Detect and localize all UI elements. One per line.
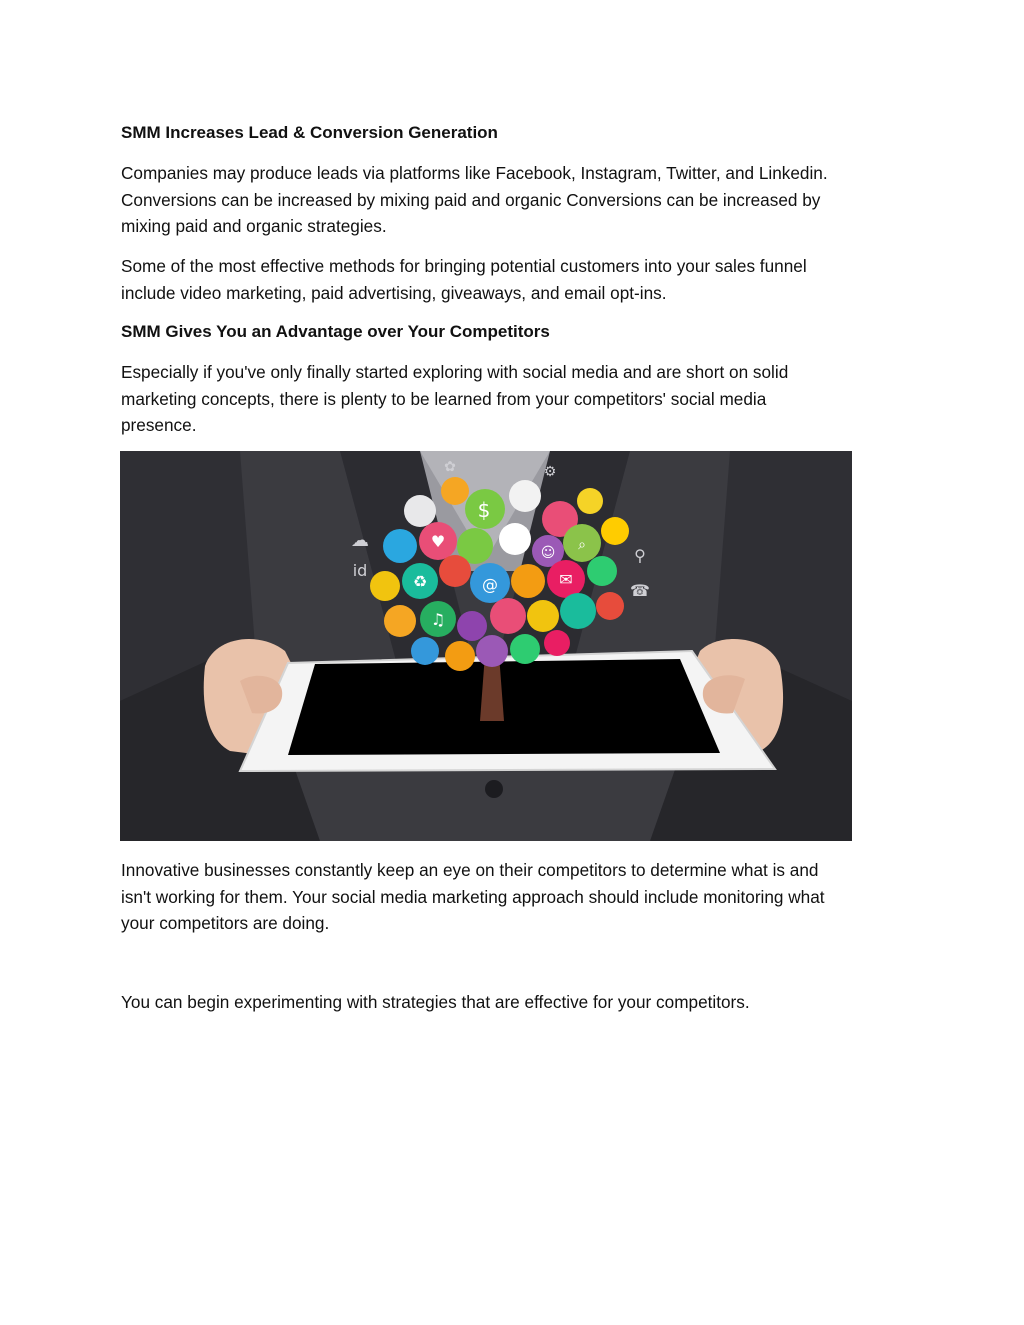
- svg-text:$: $: [477, 498, 491, 522]
- svg-text:⚙: ⚙: [543, 464, 557, 480]
- svg-text:✉: ✉: [559, 570, 573, 589]
- text-line: include video marketing, paid advertising, giveaways, and email opt-ins.: [121, 282, 667, 303]
- text-line: mixing paid and organic strategies.: [121, 216, 387, 236]
- paragraph-leads-platforms: [121, 160, 901, 240]
- text-line: presence.: [121, 415, 197, 435]
- text-line: Especially if you've only finally started exploring with social media and are short on solid: [121, 362, 789, 382]
- text-line: Innovative businesses constantly keep an eye on their competitors to determine what is and: [121, 860, 819, 880]
- text-line: marketing concepts, there is plenty to be learned from your competitors' social media: [121, 388, 767, 409]
- section-heading-lead-conversion: SMM Increases Lead & Conversion Generation: [121, 123, 498, 142]
- svg-text:☎: ☎: [630, 581, 650, 600]
- paragraph-monitor-competitors: [121, 857, 901, 937]
- svg-text:♫: ♫: [430, 610, 446, 629]
- text-line: your competitors are doing.: [121, 913, 330, 933]
- paragraph-begin-experimenting: [121, 989, 901, 1016]
- text-line: Conversions can be increased by mixing paid and organic Conversions can be increased by: [121, 189, 821, 210]
- svg-text:@: @: [482, 575, 498, 594]
- svg-text:⌕: ⌕: [578, 537, 586, 553]
- text-line: Some of the most effective methods for bringing potential customers into your sales funnel: [121, 256, 807, 276]
- text-line: You can begin experimenting with strategies that are effective for your competitors.: [121, 992, 750, 1012]
- svg-text:☺: ☺: [540, 545, 556, 561]
- svg-text:⚲: ⚲: [634, 546, 646, 565]
- paragraph-effective-methods: [121, 253, 901, 306]
- text-line: Companies may produce leads via platforms like Facebook, Instagram, Twitter, and Linkedin.: [121, 163, 828, 183]
- svg-text:♻: ♻: [412, 572, 428, 591]
- svg-text:☁: ☁: [351, 530, 369, 551]
- paragraph-competitor-presence: [121, 359, 901, 439]
- social-media-tablet-illustration: [120, 451, 852, 841]
- text-line: isn't working for them. Your social media marketing approach should include monitoring what: [121, 886, 825, 907]
- svg-text:id: id: [352, 561, 368, 580]
- svg-text:✿: ✿: [444, 459, 456, 475]
- section-heading-competitors: SMM Gives You an Advantage over Your Competitors: [121, 322, 550, 341]
- svg-text:♥: ♥: [430, 532, 446, 551]
